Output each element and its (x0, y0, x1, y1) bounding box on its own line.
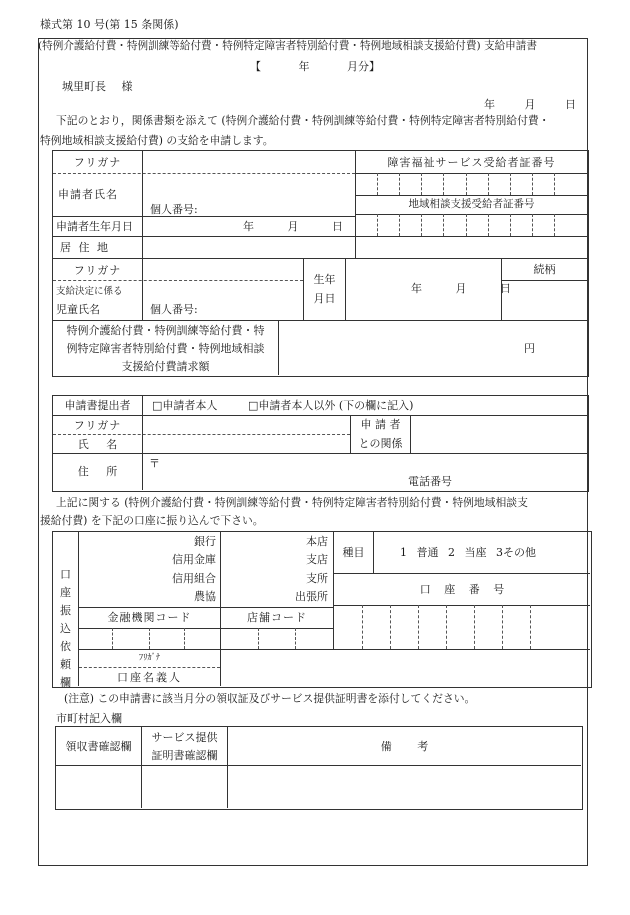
branch-code-field[interactable] (222, 629, 332, 648)
applicant-furigana-label: フリガナ (73, 156, 122, 169)
bank-side-label-3: 振 (60, 604, 71, 617)
chiiki-cert-number-field[interactable] (356, 215, 587, 235)
applicant-furigana-field[interactable] (143, 151, 354, 172)
receipt-check-field[interactable] (56, 766, 140, 807)
account-number-label: 口 座 番 号 (419, 583, 505, 596)
submitter-furigana-field[interactable] (143, 416, 349, 433)
applicant-birthdate-label: 申請者生年月日 (56, 220, 133, 233)
amount-label-1: 特例介護給付費・特例訓練等給付費・特 (66, 324, 265, 337)
submitter-relation-label-1: 申 請 者 (360, 418, 401, 431)
amount-label-2: 例特定障害者特別給付費・特例地域相談 (66, 342, 265, 355)
submitter-address-label: 住 所 (77, 465, 118, 478)
branch-type-shiten: 支店 (306, 553, 328, 566)
applicant-name-field[interactable] (143, 174, 354, 200)
account-type-options[interactable]: 1 普通 2 当座 3その他 (400, 546, 536, 559)
form-title: (特例介護給付費・特例訓練等給付費・特例特定障害者特別給付費・特例地域相談支援給付費) 支給申請書 (38, 40, 537, 52)
child-id-label: 個人番号: (150, 303, 198, 316)
intro-line-2: 特例地域相談支援給付費) の支給を申請します。 (40, 134, 274, 147)
month-bracket: 【 年 月分】 (250, 60, 380, 73)
bank-side-label-7: 欄 (60, 676, 71, 689)
receipt-check-label: 領収書確認欄 (65, 740, 132, 753)
branch-type-honten: 本店 (306, 535, 328, 548)
bank-code-field[interactable] (80, 629, 219, 648)
child-label-1: 支給決定に係る (56, 286, 123, 297)
submitter-name-label: 氏 名 (77, 438, 118, 451)
bank-intro-line-1: 上記に関する (特例介護給付費・特例訓練等給付費・特例特定障害者特別給付費・特例地域相談支 (56, 496, 528, 509)
child-relation-label: 続柄 (533, 263, 556, 276)
submitter-option-self[interactable]: □申請者本人 (152, 399, 218, 412)
inst-type-shinkin: 信用金庫 (172, 553, 216, 566)
submitter-address-field[interactable] (160, 455, 400, 488)
municipal-heading: 市町村記入欄 (56, 712, 122, 725)
address-label: 居 住 地 (60, 241, 108, 254)
chiiki-cert-label: 地域相談支援受給者証番号 (408, 198, 535, 210)
bank-code-label: 金融機関コード (107, 611, 192, 624)
inst-type-nokyo: 農協 (194, 590, 216, 603)
bank-side-label-6: 頼 (60, 658, 71, 671)
postal-mark: 〒 (149, 457, 160, 470)
submitter-phone-label: 電話番号 (408, 475, 452, 488)
bank-side-label-4: 込 (60, 622, 71, 635)
child-furigana-label: フリガナ (73, 264, 122, 277)
submitter-relation-field[interactable] (411, 416, 586, 452)
bank-side-label-5: 依 (60, 640, 71, 653)
submitter-furigana-label: フリガナ (73, 419, 122, 432)
service-cert-label: 障害福祉サービス受給者証番号 (387, 156, 556, 169)
attachment-note: (注意) この申請書に該当月分の領収証及びサービス提供証明書を添付してください。 (64, 692, 476, 705)
account-holder-field[interactable] (222, 650, 589, 685)
amount-field[interactable] (279, 321, 519, 374)
submitter-relation-label-2: との関係 (358, 437, 403, 450)
service-cert-check-label-1: サービス提供 (151, 731, 218, 744)
inst-type-kumiai: 信用組合 (172, 572, 216, 585)
child-birth-label-2: 月日 (313, 292, 336, 305)
intro-line-1: 下記のとおり，関係書類を添えて (特例介護給付費・特例訓練等給付費・特例特定障害者特別給付費・ (56, 114, 550, 127)
branch-code-label: 店舗コード (247, 611, 307, 624)
applicant-birthdate-value[interactable]: 年 月 日 (243, 220, 343, 233)
amount-label-3: 支援給付費請求額 (121, 360, 210, 373)
inst-type-bank: 銀行 (194, 535, 216, 548)
child-birth-value[interactable]: 年 月 日 (411, 282, 511, 295)
bank-side-label-1: 口 (60, 568, 71, 581)
addressee: 城里町長 様 (62, 80, 133, 93)
address-field[interactable] (143, 237, 586, 257)
holder-label: 口座名義人 (117, 671, 182, 684)
amount-unit: 円 (524, 342, 535, 355)
submitter-option-other[interactable]: □申請者本人以外 (下の欄に記入) (248, 399, 414, 412)
service-cert-number-field[interactable] (356, 174, 587, 194)
branch-type-shutchosho: 出張所 (295, 590, 328, 603)
submitter-name-field[interactable] (143, 435, 349, 452)
application-date: 年 月 日 (484, 98, 576, 111)
bank-side-label-2: 座 (60, 586, 71, 599)
account-type-label: 種目 (342, 546, 365, 559)
child-furigana-field[interactable] (143, 259, 302, 279)
child-label-2: 児童氏名 (56, 303, 100, 316)
service-cert-check-label-2: 証明書確認欄 (151, 749, 218, 762)
applicant-id-label: 個人番号: (150, 203, 198, 216)
child-relation-field[interactable] (502, 281, 587, 319)
remarks-label: 備 考 (380, 740, 429, 753)
child-birth-label-1: 生年 (313, 273, 336, 286)
holder-furigana-label: ﾌﾘｶﾞﾅ (138, 653, 161, 663)
form-number: 様式第 10 号(第 15 条関係) (40, 18, 179, 31)
applicant-name-label: 申請者氏名 (58, 188, 118, 201)
account-number-field[interactable] (334, 606, 589, 648)
branch-type-shisho: 支所 (306, 572, 328, 585)
service-cert-check-field[interactable] (142, 766, 226, 807)
submitter-label: 申請書提出者 (64, 399, 131, 412)
remarks-field[interactable] (228, 766, 580, 807)
bank-intro-line-2: 援給付費) を下記の口座に振り込んで下さい。 (40, 514, 264, 527)
